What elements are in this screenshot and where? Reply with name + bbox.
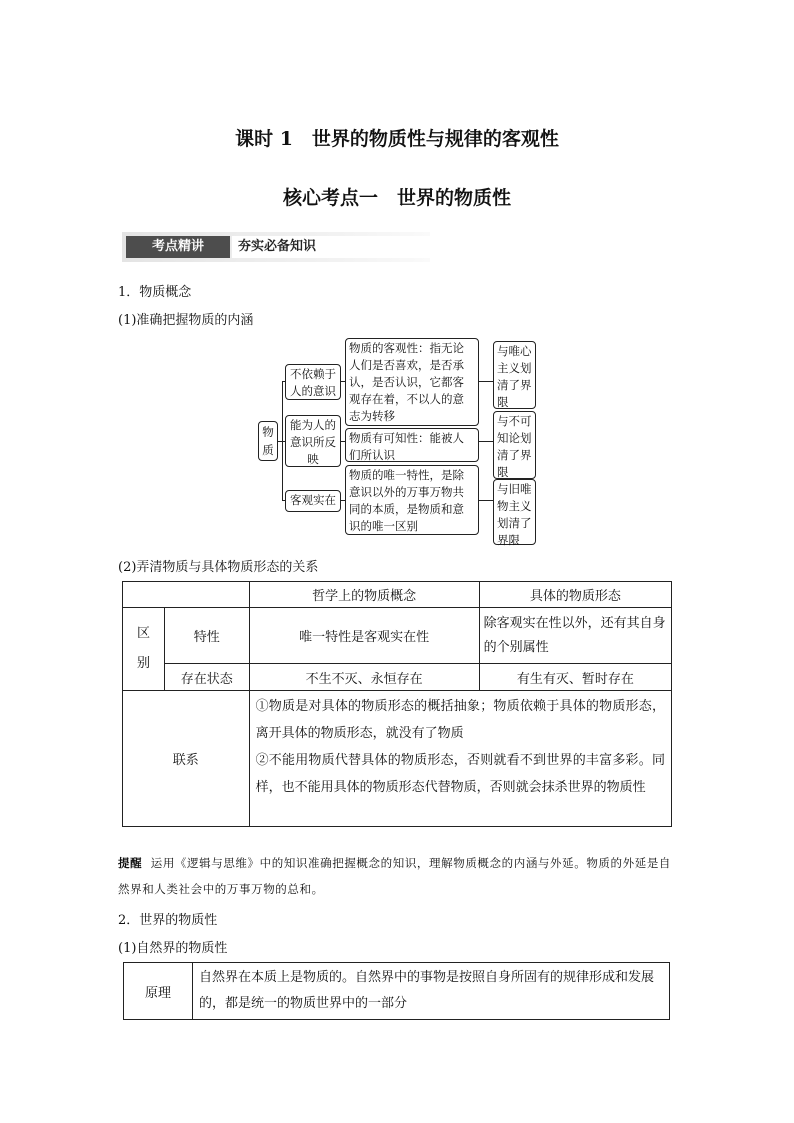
row-label-connection: 联系 <box>123 691 250 827</box>
heading-1-sub2: (2)弄清物质与具体物质形态的关系 <box>118 560 319 575</box>
row-property-form: 除客观实在性以外，还有其自身的个别属性 <box>479 608 671 664</box>
branch-boundary-idealism: 与唯心主义划清了界限 <box>493 341 536 409</box>
principle-label: 原理 <box>124 963 193 1020</box>
table-group-label: 区别 <box>136 626 150 671</box>
row-connection-content <box>249 691 671 827</box>
row-existence-form: 有生有灭、暂时存在 <box>479 664 671 691</box>
branch-detail-unique-property: 物质的唯一特性，是除意识以外的万事万物共同的本质，是物质和意识的唯一区别 <box>345 465 479 535</box>
tip-label: 提醒 <box>118 856 143 870</box>
tip-text: 运用《逻辑与思维》中的知识准确把握概念的知识，理解物质概念的内涵与外延。物质的外延是自然界和人类社会中的万事万物的总和。 <box>118 856 672 896</box>
lesson-title: 课时 1 世界的物质性与规律的客观性 <box>235 128 559 150</box>
branch-detail-knowability: 物质有可知性：能被人们所认识 <box>345 428 479 462</box>
heading-2: 2．世界的物质性 <box>118 913 218 928</box>
row-label-property: 特性 <box>164 608 249 664</box>
heading-1-sub1: (1)准确把握物质的内涵 <box>118 313 254 328</box>
diagram-root: 物质 <box>258 421 278 461</box>
branch-label-reflected: 能为人的意识所反映 <box>285 415 341 467</box>
section-banner <box>122 232 430 262</box>
table-header-concept: 哲学上的物质概念 <box>249 582 479 608</box>
connection-point-1: ①物质是对具体的物质形态的概括抽象；物质依赖于具体的物质形态，离开具体的物质形态，就没有了物质 <box>255 699 665 741</box>
tip-paragraph <box>118 850 678 902</box>
principle-text: 自然界在本质上是物质的。自然界中的事物是按照自身所固有的规律形成和发展的，都是统一的物质世界中的一部分 <box>193 963 670 1020</box>
comparison-table <box>122 581 672 827</box>
table-header-form: 具体的物质形态 <box>479 582 671 608</box>
row-label-existence: 存在状态 <box>164 664 249 691</box>
row-existence-concept: 不生不灭、永恒存在 <box>249 664 479 691</box>
table-group-difference <box>123 608 165 691</box>
banner-sublabel: 夯实必备知识 <box>232 236 432 258</box>
branch-label-objective-reality: 客观实在 <box>285 490 341 512</box>
table-corner <box>123 582 250 608</box>
heading-1: 1．物质概念 <box>118 285 192 300</box>
section-title: 核心考点一 世界的物质性 <box>282 187 511 209</box>
branch-detail-objectivity: 物质的客观性：指无论人们是否喜欢，是否承认，是否认识，它都客观存在着，不以人的意志为转移 <box>345 338 479 426</box>
branch-boundary-old-materialism: 与旧唯物主义划清了界限 <box>493 479 536 545</box>
principle-table <box>123 962 670 1020</box>
connection-point-2: ②不能用物质代替具体的物质形态，否则就看不到世界的丰富多彩。同样，也不能用具体的物质形态代替物质，否则就会抹杀世界的物质性 <box>255 753 665 795</box>
banner-label: 考点精讲 <box>126 236 230 258</box>
row-property-concept: 唯一特性是客观实在性 <box>249 608 479 664</box>
heading-2-sub1: (1)自然界的物质性 <box>118 941 228 956</box>
branch-boundary-agnosticism: 与不可知论划清了界限 <box>493 411 536 479</box>
branch-label-independent: 不依赖于人的意识 <box>285 364 341 400</box>
